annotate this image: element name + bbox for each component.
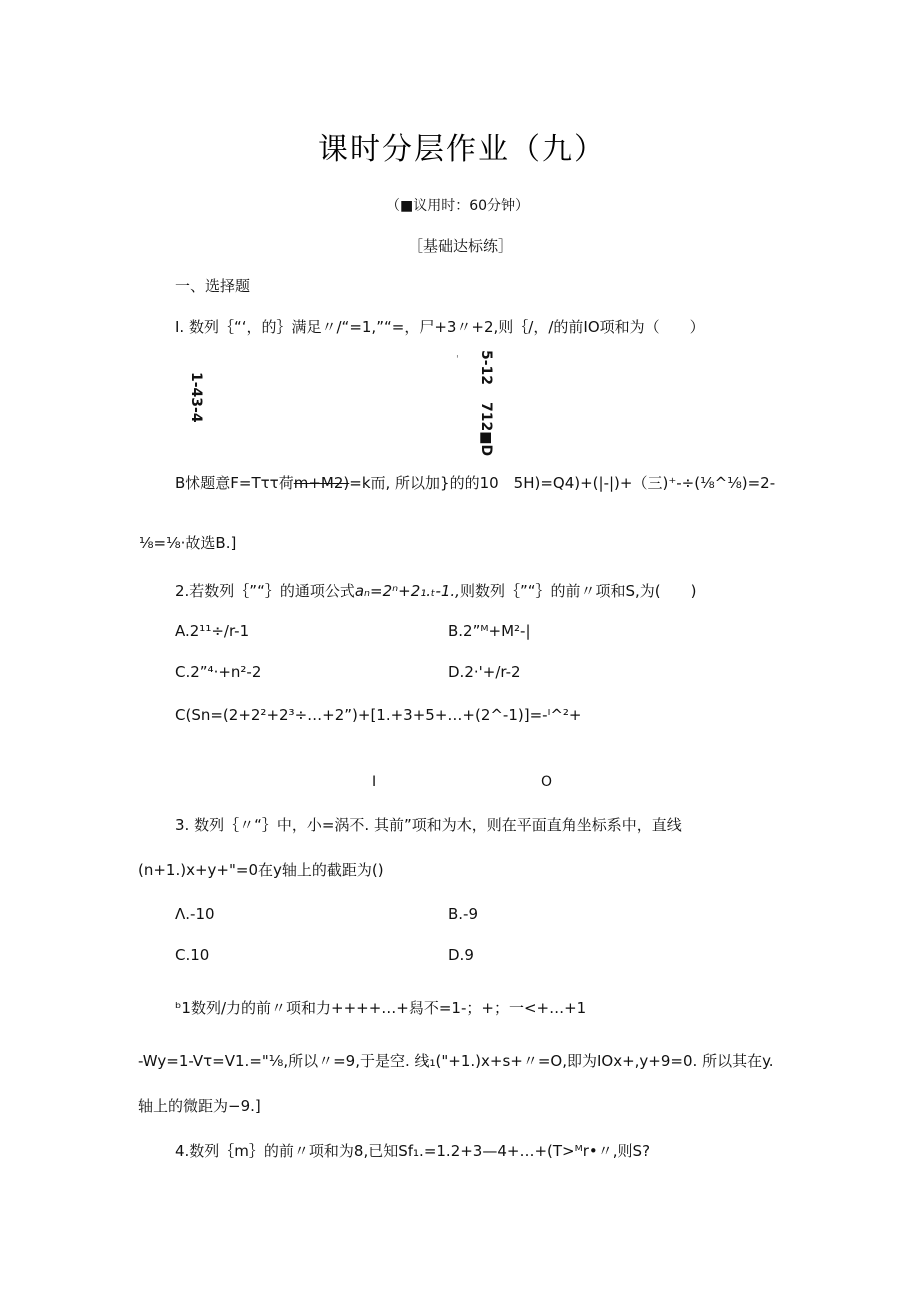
q2-option-d: D.2·'+/r-2 bbox=[448, 663, 521, 681]
q1-stem: I. 数列｛“‘，的｝满足〃/“=1,”“=，尸+3〃+2,则｛/，/的前IO项和为（ ） bbox=[175, 318, 705, 336]
q1-answer-line1 bbox=[175, 472, 775, 493]
q3-answer-line3: 轴上的微距为−9.] bbox=[138, 1097, 261, 1115]
q3-option-a: Λ.-10 bbox=[175, 905, 215, 923]
q2-option-b: B.2”ᴹ+M²-| bbox=[448, 622, 531, 640]
q3-answer-line2: -Wy=1-Vτ=V1.="⅛,所以〃=9,于是空. 线₁("+1.)x+s+〃=O,即为IOx+,y+9=0. 所以其在y. bbox=[138, 1052, 774, 1070]
part-heading: 一、选择题 bbox=[175, 277, 251, 295]
section-label: ［基础达标练］ bbox=[408, 237, 514, 255]
q3-option-d: D.9 bbox=[448, 946, 474, 964]
q3-option-c: C.10 bbox=[175, 946, 210, 964]
q1-mark: ' bbox=[456, 354, 459, 365]
q3-stem-line2: (n+1.)x+y+"=0在y轴上的截距为() bbox=[138, 861, 384, 879]
q2-option-a: A.2¹¹÷/r-1 bbox=[175, 622, 250, 640]
q2-stem-post: 则数列｛”“｝的前〃项和S,为( ) bbox=[459, 582, 697, 600]
q4-stem: 4.数列｛m｝的前〃项和为8,已知Sf₁.=1.2+3—4+…+(T>ᴹr•〃,则S? bbox=[175, 1142, 651, 1160]
page-title: 课时分层作业（九） bbox=[318, 132, 606, 167]
q2-stem bbox=[175, 580, 697, 601]
q1-option-bottom: 712■D bbox=[478, 402, 494, 457]
q1-option-left: 1-43-4 bbox=[188, 372, 204, 423]
q1-answer-pre: B怵题意F=Tττ荷 bbox=[175, 474, 294, 492]
q3-answer-line1: ᵇ1数列/力的前〃项和力++++…+舄不=1-；+；一<+…+1 bbox=[175, 999, 587, 1017]
q3-option-b: B.-9 bbox=[448, 905, 479, 923]
q2-stem-pre: 2.若数列｛”“｝的通项公式 bbox=[175, 582, 355, 600]
q2-stem-formula: aₙ=2ⁿ+2₁.ₜ-1., bbox=[354, 582, 460, 600]
q3-stem-line1: 3. 数列｛〃“｝中，小=涡不. 其前”项和为木，则在平面直角坐标系中，直线 bbox=[175, 816, 682, 834]
q2-answer: C(Sn=(2+2²+2³÷…+2”)+[1.+3+5+…+(2^-1)]=-ᴵ^²+ bbox=[175, 706, 582, 724]
time-note: （■议用时：60分钟） bbox=[386, 198, 530, 214]
q2-fragment-1: I bbox=[372, 774, 377, 790]
q2-option-c: C.2”⁴·+n²-2 bbox=[175, 663, 262, 681]
q2-fragment-2: O bbox=[541, 774, 553, 790]
q1-answer-post: =k而, 所以加}的的10 5H)=Q4)+(|-|)+（三)⁺-÷(⅛^⅛)=2- bbox=[349, 474, 776, 492]
q1-option-top: 5-12 bbox=[478, 350, 494, 386]
q1-answer-line2: ⅛=⅛·故选B.] bbox=[139, 534, 237, 552]
q1-answer-strike: m+M2) bbox=[293, 474, 350, 492]
